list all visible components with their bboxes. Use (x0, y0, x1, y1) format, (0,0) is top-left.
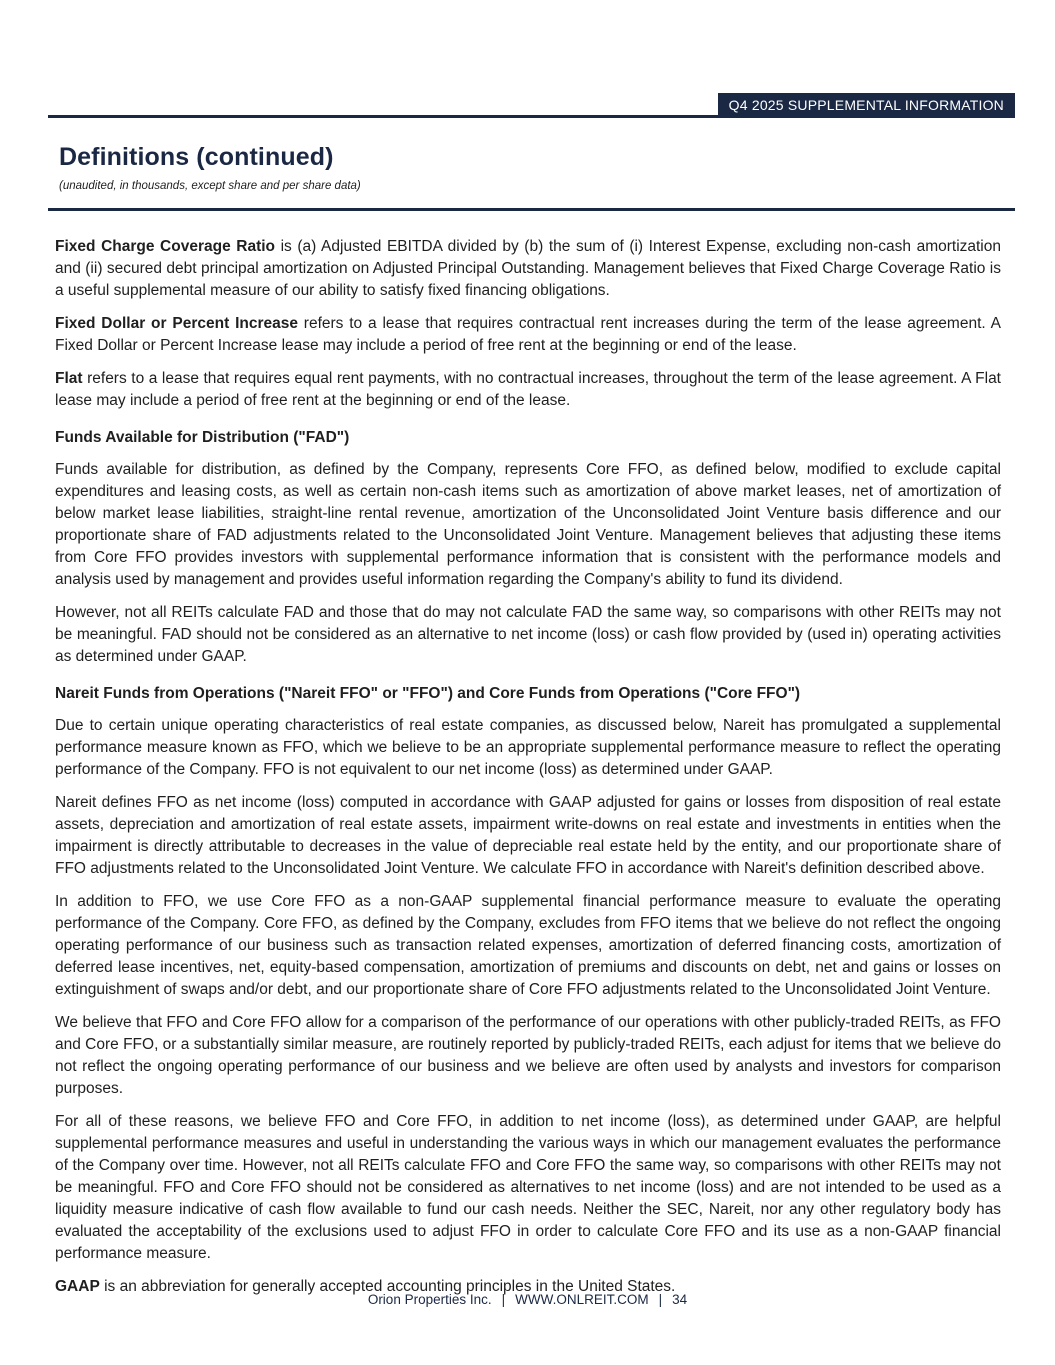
paragraph-fad-caveat: However, not all REITs calculate FAD and those that do may not calculate FAD the same way, so comparisons with other REITs may not be meaningful. FAD should not be considered as an alternative to net income (loss) or cash flow provided by (used in) operating activities as determined under GAAP. (55, 604, 1001, 665)
definition-text: is an abbreviation for generally accepted accounting principles in the United States. (99, 1278, 676, 1295)
heading-nareit-ffo-core-ffo: Nareit Funds from Operations ("Nareit FFO" or "FFO") and Core Funds from Operations ("Core FFO") (55, 685, 801, 702)
footer-separator: | (658, 1292, 663, 1307)
paragraph-fad-definition: Funds available for distribution, as defined by the Company, represents Core FFO, as defined below, modified to exclude capital expenditures and leasing costs, as well as certain non-cash items such as amortization of above market leases, net of amortization of below market lease liabilities, straight-line rental revenue, amortization of the Unconsolidated Joint Venture basis difference and our proportionate share of FAD adjustments related to the Unconsolidated Joint Venture. Management believes that adjusting these items from Core FFO provides investors with supplemental performance information that is consistent with the performance models and analysis used by management and provides useful information regarding the Company's ability to fund its dividend. (55, 461, 1001, 588)
definition-fixed-charge-coverage-ratio (55, 236, 1001, 302)
supplemental-info-badge: Q4 2025 SUPPLEMENTAL INFORMATION (718, 93, 1015, 118)
definition-term: Fixed Dollar or Percent Increase (55, 315, 298, 332)
footer-url: WWW.ONLREIT.COM (515, 1292, 649, 1307)
heading-funds-available-for-distribution: Funds Available for Distribution ("FAD") (55, 429, 350, 446)
footer-page-number: 34 (672, 1292, 688, 1307)
definition-fixed-dollar-or-percent-increase (55, 313, 1001, 357)
header-rule (48, 115, 1015, 118)
definitions-content (55, 236, 1001, 1309)
definition-term: Flat (55, 370, 83, 387)
paragraph-ffo-intro: Due to certain unique operating characteristics of real estate companies, as discussed below, Nareit has promulgated a supplemental performance measure known as FFO, which we believe to be an appropriate supplemental performance measure to reflect the operating performance of the Company. FFO is not equivalent to our net income (loss) as determined under GAAP. (55, 717, 1001, 778)
title-divider-rule (48, 208, 1015, 211)
paragraph-ffo-comparison: We believe that FFO and Core FFO allow for a comparison of the performance of our operations with other publicly-traded REITs, as FFO and Core FFO, or a substantially similar measure, are routinely reported by publicly-traded REITs, each adjust for items that we believe do not reflect the ongoing operating performance of our business and we believe are often used by analysts and investors for comparison purposes. (55, 1014, 1001, 1097)
footer-company: Orion Properties Inc. (367, 1292, 492, 1307)
page-title: Definitions (continued) (59, 143, 334, 171)
paragraph-nareit-ffo-definition: Nareit defines FFO as net income (loss) computed in accordance with GAAP adjusted for gains or losses from disposition of real estate assets, depreciation and amortization of real estate assets, impairment write-downs on real estate and investments in entities when the impairment is directly attributable to decreases in the value of depreciable real estate held by the entity, and our proportionate share of FFO adjustments related to the Unconsolidated Joint Venture. We calculate FFO in accordance with Nareit's definition described above. (55, 794, 1001, 877)
page-footer (0, 1292, 1055, 1307)
paragraph-core-ffo-definition: In addition to FFO, we use Core FFO as a non-GAAP supplemental financial performance measure to evaluate the operating performance of the Company. Core FFO, as defined by the Company, excludes from FFO items that we believe do not reflect the ongoing operating performance of our business such as transaction related expenses, amortization of deferred financing costs, amortization of deferred lease incentives, net, equity-based compensation, amortization of premiums and discounts on debt, net and gains or losses on extinguishment of swaps and/or debt, and our proportionate share of Core FFO adjustments related to the Unconsolidated Joint Venture. (55, 893, 1001, 998)
definition-text: refers to a lease that requires equal rent payments, with no contractual increases, throughout the term of the lease agreement. A Flat lease may include a period of free rent at the beginning or end of the lease. (55, 370, 1001, 409)
footer-separator: | (501, 1292, 506, 1307)
definition-term: Fixed Charge Coverage Ratio (55, 238, 276, 255)
definition-term: GAAP (55, 1278, 100, 1295)
definition-flat (55, 368, 1001, 412)
page-subtitle: (unaudited, in thousands, except share and per share data) (59, 180, 361, 192)
definition-text: is (a) Adjusted EBITDA divided by (b) the sum of (i) Interest Expense, excluding non-cash amortization and (ii) secured debt principal amortization on Adjusted Principal Outstanding. Management believes that Fixed Charge Coverage Ratio is a useful supplemental measure of our ability to satisfy fixed financing obligations. (55, 238, 1001, 299)
definition-text: refers to a lease that requires contractual rent increases during the term of the lease agreement. A Fixed Dollar or Percent Increase lease may include a period of free rent at the beginning or end of the lease. (55, 315, 1002, 354)
paragraph-ffo-caveat: For all of these reasons, we believe FFO and Core FFO, in addition to net income (loss), as determined under GAAP, are helpful supplemental performance measures and useful in understanding the various ways in which our management evaluates the performance of the Company over time. However, not all REITs calculate FFO and Core FFO the same way, so comparisons with other REITs may not be meaningful. FFO and Core FFO should not be considered as alternatives to net income (loss) and are not intended to be used as a liquidity measure indicative of cash flow available to fund our cash needs. Neither the SEC, Nareit, nor any other regulatory body has evaluated the acceptability of the exclusions used to adjust FFO in order to calculate Core FFO and its use as a non-GAAP financial performance measure. (55, 1113, 1001, 1262)
